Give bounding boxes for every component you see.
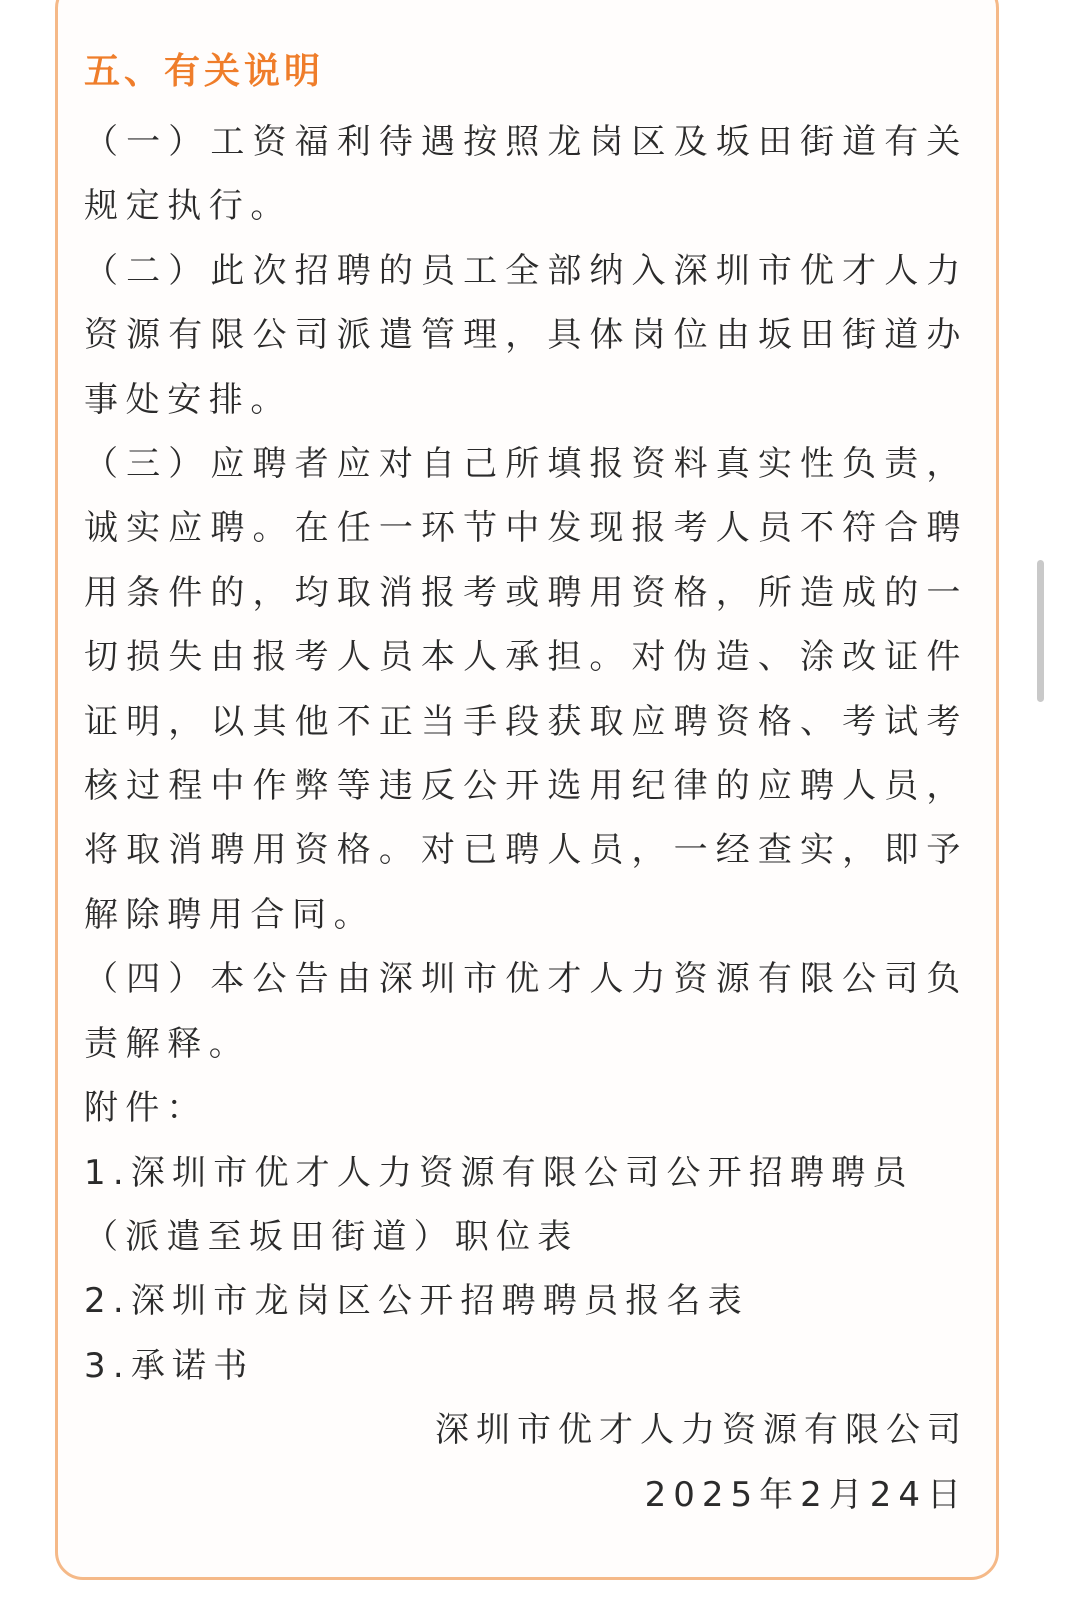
paragraph-4: （四）本公告由深圳市优才人力资源有限公司负责解释。 bbox=[84, 959, 968, 1064]
attachment-item-1: 1.深圳市优才人力资源有限公司公开招聘聘员 bbox=[84, 1152, 914, 1193]
attachment-item-1-continued: （派遣至坂田街道）职位表 bbox=[84, 1216, 579, 1257]
attachments-label: 附件： bbox=[84, 1088, 208, 1129]
paragraph-3: （三）应聘者应对自己所填报资料真实性负责，诚实应聘。在任一环节中发现报考人员不符合聘用条件的，均取消报考或聘用资格，所造成的一切损失由报考人员本人承担。对伪造、涂改证件证明，以其他不正当手段获取应聘资格、考试考核过程中作弊等违反公开选用纪律的应聘人员，将取消聘用资格。对已聘人员，一经查实，即予解除聘用合同。 bbox=[84, 444, 968, 935]
notice-content bbox=[84, 42, 968, 1527]
signature-organization: 深圳市优才人力资源有限公司 bbox=[435, 1410, 968, 1451]
attachment-item-3: 3.承诺书 bbox=[84, 1345, 255, 1386]
paragraph-2: （二）此次招聘的员工全部纳入深圳市优才人力资源有限公司派遣管理，具体岗位由坂田街道办事处安排。 bbox=[84, 250, 968, 420]
scrollbar[interactable] bbox=[1037, 560, 1044, 702]
attachment-item-2: 2.深圳市龙岗区公开招聘聘员报名表 bbox=[84, 1281, 749, 1322]
section-title: 五、有关说明 bbox=[84, 51, 325, 92]
paragraph-1: （一）工资福利待遇按照龙岗区及坂田街道有关规定执行。 bbox=[84, 122, 968, 227]
signature-date: 2025年2月24日 bbox=[644, 1474, 968, 1515]
